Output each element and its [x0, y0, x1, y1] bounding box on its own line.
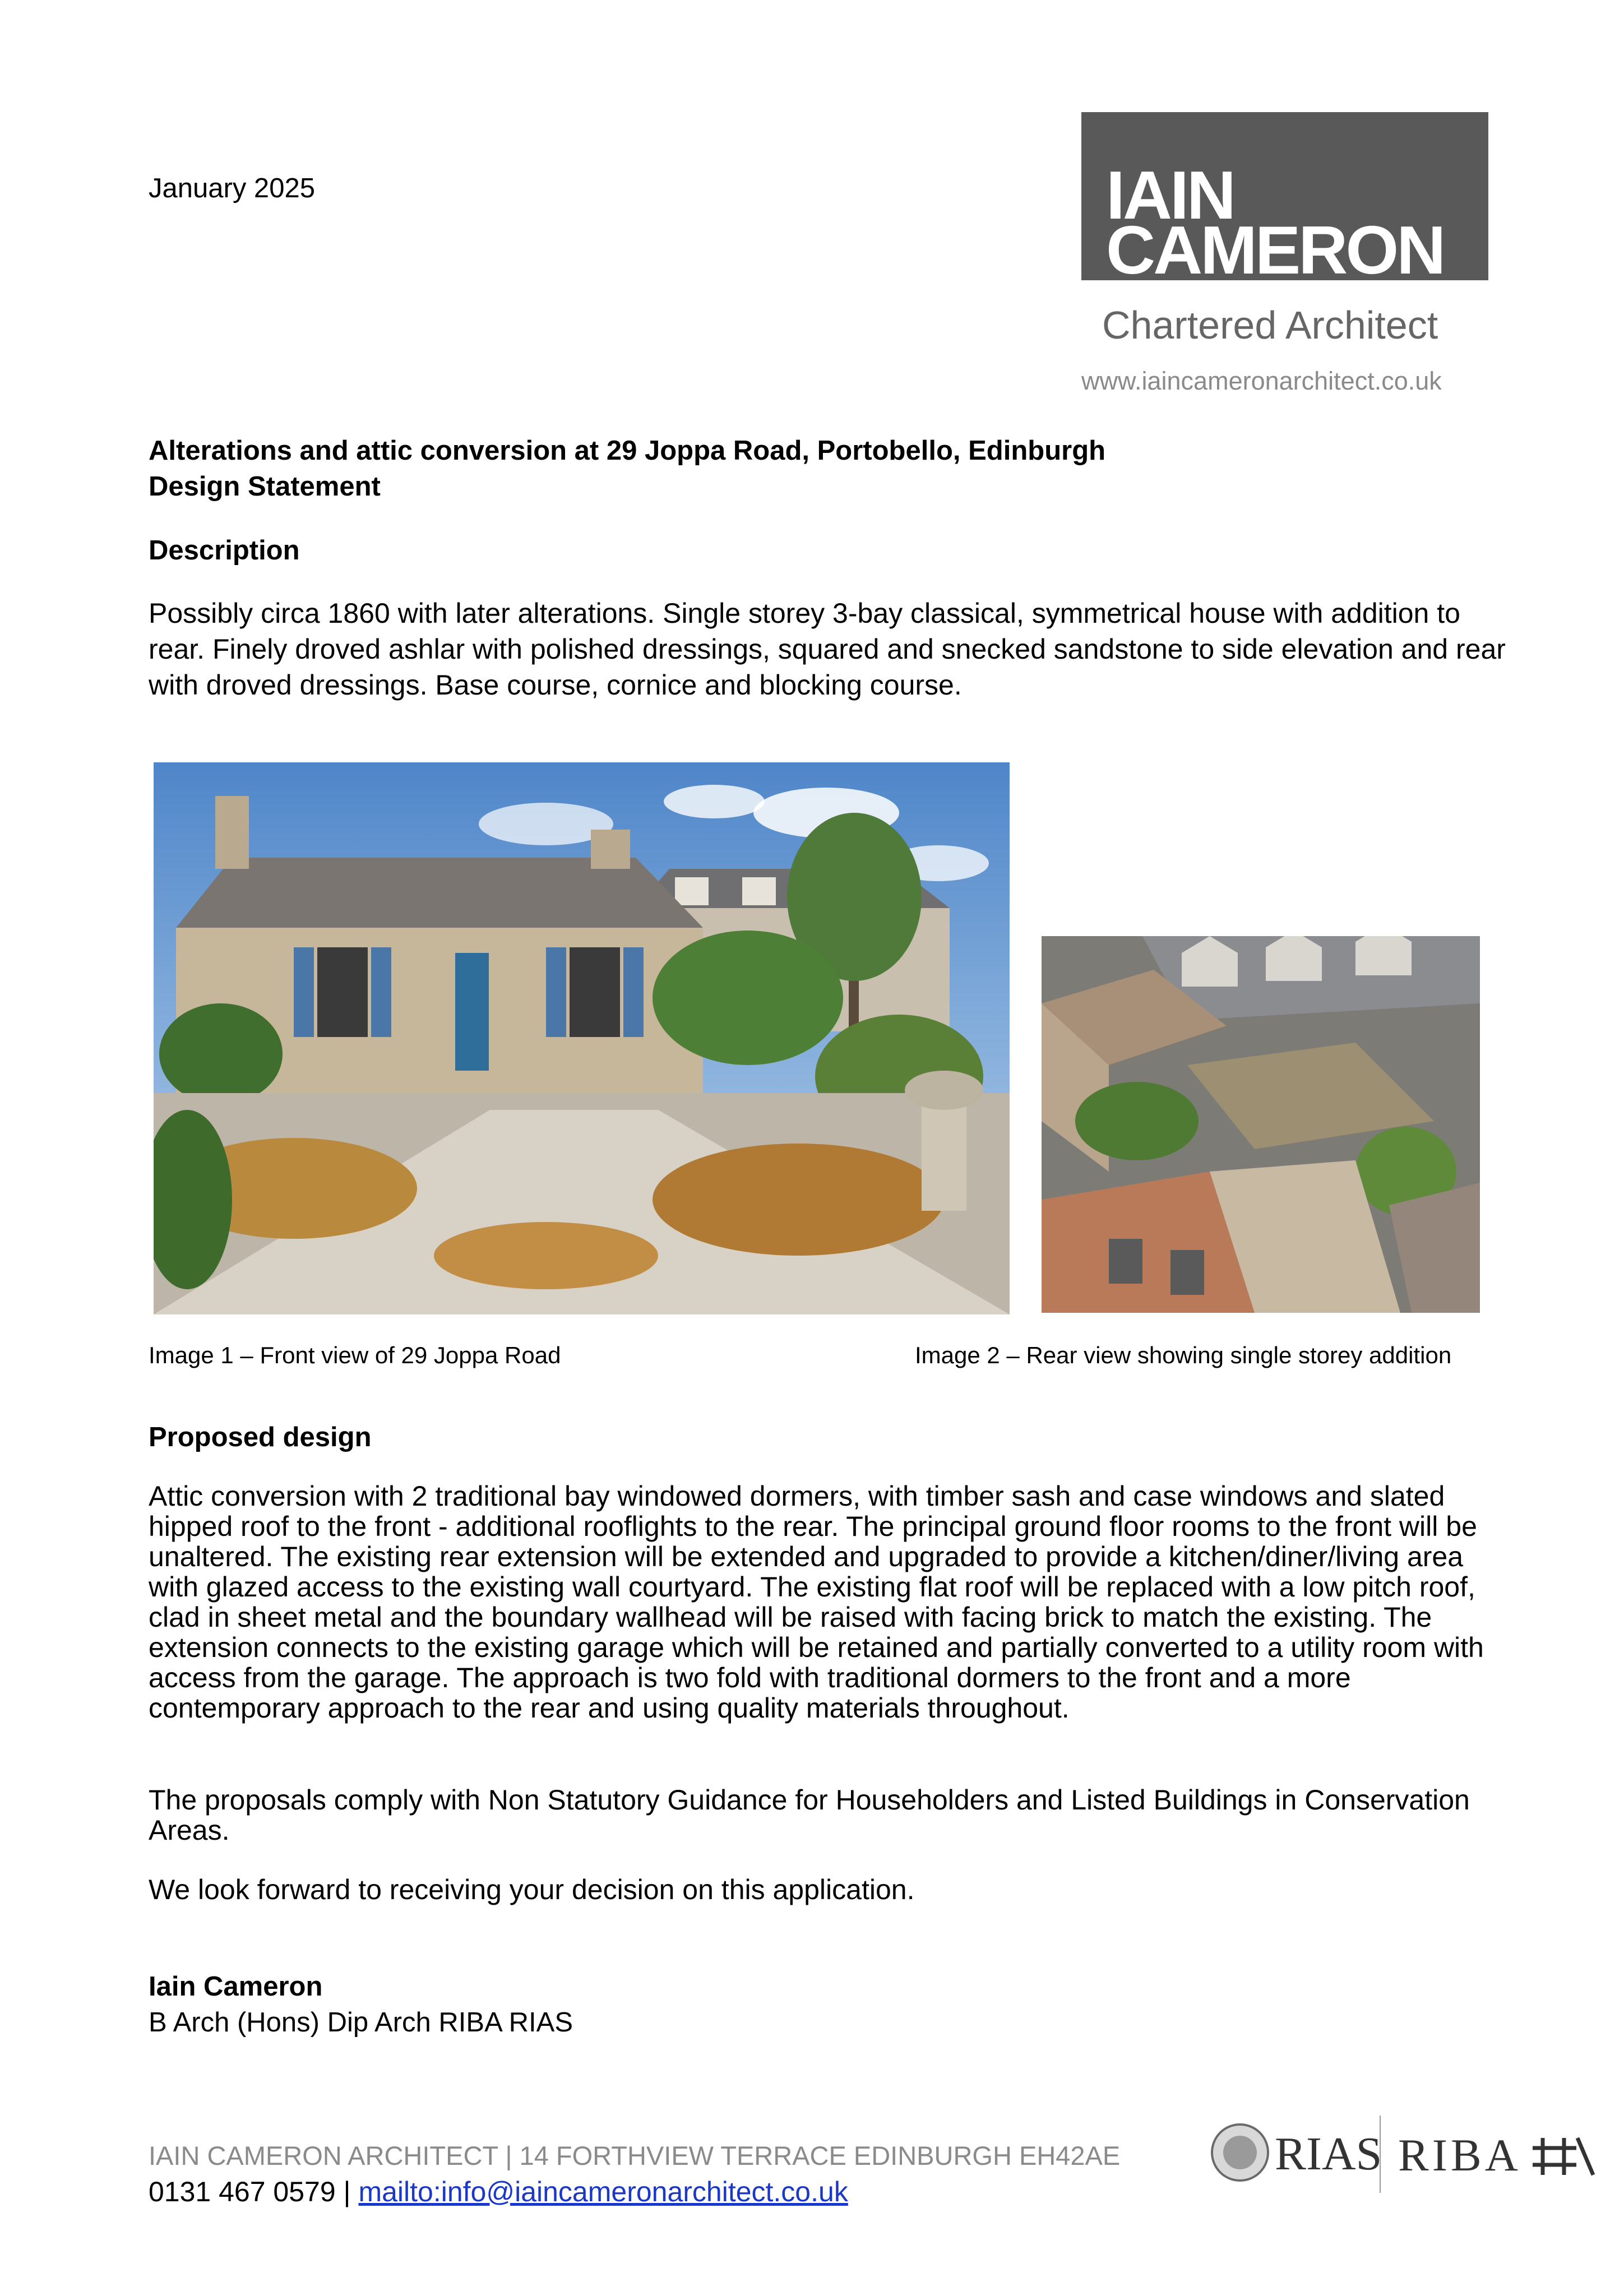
rias-crest-icon [1205, 2113, 1385, 2195]
footer-phone: 0131 467 0579 | [149, 2176, 351, 2207]
proposed-design-heading: Proposed design [149, 1422, 372, 1452]
riba-mark-icon [1396, 2121, 1598, 2188]
description-heading: Description [149, 535, 300, 566]
rias-text: RIAS [1275, 2128, 1382, 2180]
footer-email-link[interactable]: mailto:info@iaincameronarchitect.co.uk [358, 2176, 848, 2207]
image-2-caption: Image 2 – Rear view showing single storey addition [915, 1342, 1452, 1368]
architect-logo [1081, 112, 1488, 288]
logo-line-2: CAMERON [1106, 212, 1444, 288]
logo-subtitle: Chartered Architect [1102, 303, 1438, 347]
proposed-design-paragraph: Attic conversion with 2 traditional bay windowed dormers, with timber sash and case windows and slated hipped roof to the front - additional rooflights to the rear. The principal ground floor rooms to the front will be unaltered. The existing rear extension will be extended and upgraded to provide a kitchen/diner/living area with glazed access to the existing wall courtyard. The existing flat roof will be replaced with a low pitch roof, clad in sheet metal and the boundary wallhead will be raised with facing brick to match the existing. The extension connects to the existing garage which will be retained and partially converted to a utility room with access from the garage. The approach is two fold with traditional dormers to the front and a more contemporary approach to the rear and using quality materials throughout. [149, 1480, 1484, 1724]
rias-logo [1205, 2113, 1385, 2195]
front-view-photo [154, 762, 1010, 1314]
riba-logo [1396, 2121, 1598, 2188]
front-view-illustration [154, 762, 1010, 1314]
image-1-caption: Image 1 – Front view of 29 Joppa Road [149, 1342, 561, 1368]
letter-date: January 2025 [149, 173, 315, 203]
signature-name: Iain Cameron [149, 1971, 323, 2002]
footer-contact [149, 2175, 848, 2209]
website-url: www.iaincameronarchitect.co.uk [1081, 367, 1442, 395]
rear-view-photo [1042, 936, 1480, 1313]
rear-view-illustration [1042, 936, 1480, 1313]
logo-line-1: IAIN [1106, 157, 1234, 233]
footer-address: IAIN CAMERON ARCHITECT | 14 FORTHVIEW TERRACE EDINBURGH EH42AE [149, 2141, 1121, 2170]
closing-paragraph: We look forward to receiving your decision on this application. [149, 1874, 915, 1905]
document-subtitle: Design Statement [149, 471, 381, 502]
riba-text: RIBA [1398, 2130, 1521, 2181]
document-title: Alterations and attic conversion at 29 Joppa Road, Portobello, Edinburgh [149, 436, 1106, 466]
compliance-paragraph: The proposals comply with Non Statutory Guidance for Householders and Listed Buildings in Conservation Areas. [149, 1784, 1470, 1846]
description-paragraph: Possibly circa 1860 with later alterations. Single storey 3-bay classical, symmetrical house with addition to rear. Finely droved ashlar with polished dressings, squared and snecked sandstone to side elevation and rear with droved dressings. Base course, cornice and blocking course. [149, 598, 1506, 701]
signature-qualifications: B Arch (Hons) Dip Arch RIBA RIAS [149, 2007, 573, 2038]
